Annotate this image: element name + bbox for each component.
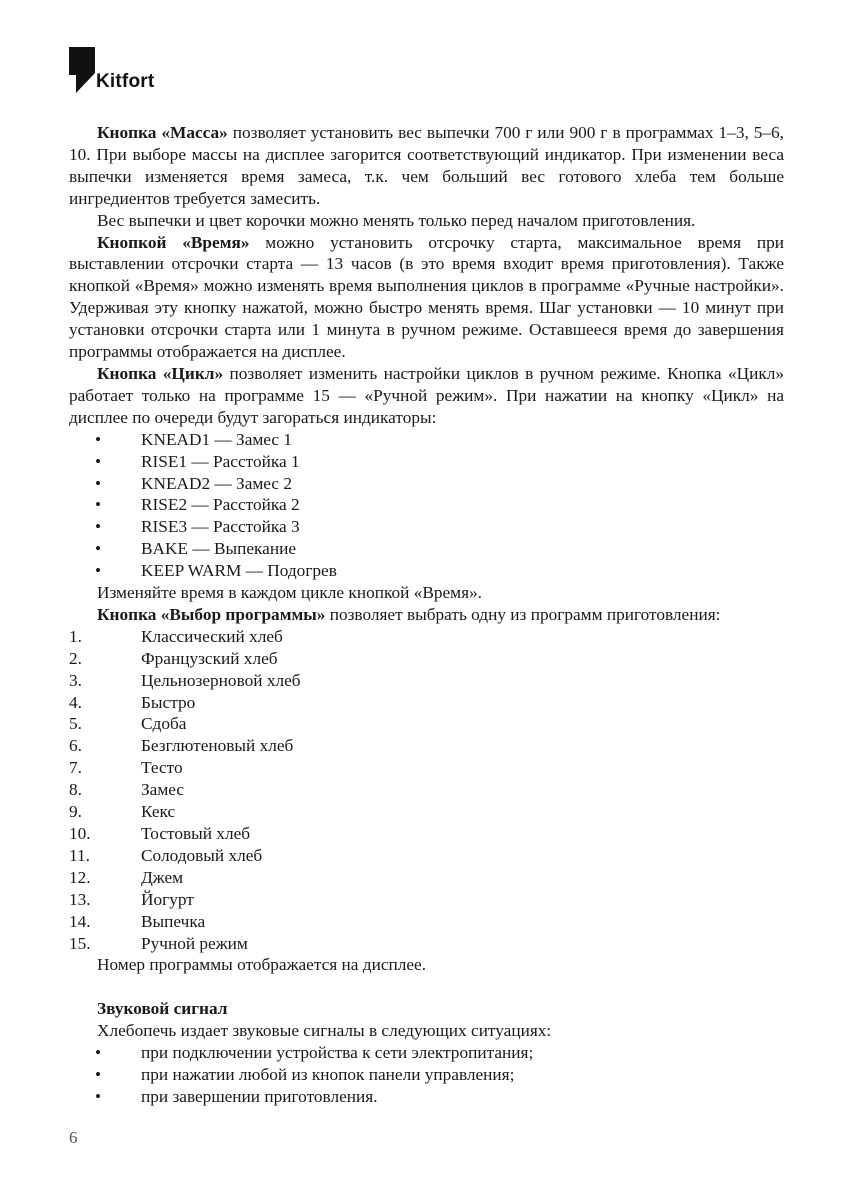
paragraph-sound-intro: Хлебопечь издает звуковые сигналы в следующих ситуациях: (97, 1021, 552, 1041)
bullet-marker: • (95, 517, 102, 537)
cycle-item (69, 429, 784, 451)
program-number: 13. (69, 889, 91, 909)
cycle-item (69, 516, 784, 538)
program-name: Цельнозерновой хлеб (141, 670, 301, 690)
program-number: 15. (69, 933, 91, 953)
program-number: 9. (69, 802, 82, 822)
program-item (69, 626, 784, 648)
program-name: Солодовый хлеб (141, 845, 263, 865)
program-item (69, 889, 784, 911)
program-item (69, 735, 784, 757)
program-name: Французский хлеб (141, 648, 278, 668)
bullet-marker: • (95, 1065, 102, 1085)
program-list (69, 626, 784, 955)
bullet-marker: • (95, 495, 102, 515)
program-number: 1. (69, 626, 82, 646)
program-item (69, 801, 784, 823)
program-item (69, 911, 784, 933)
program-number: 7. (69, 758, 82, 778)
program-name: Сдоба (141, 714, 187, 734)
paragraph-time-button (69, 232, 784, 363)
program-name: Ручной режим (141, 933, 248, 953)
page-content (69, 122, 784, 1108)
program-button-term: Кнопка «Выбор программы» (97, 604, 326, 624)
paragraph-program-button (69, 604, 784, 626)
program-number: 6. (69, 736, 82, 756)
program-item (69, 933, 784, 955)
page-number: 6 (69, 1128, 78, 1147)
cycle-item-text: KEEP WARM — Подогрев (141, 561, 337, 581)
cycle-button-text: позволяет изменить настройки циклов в ручном режиме. Кнопка «Цикл» работает только на программе 15 — «Ручной режим». При нажатии на кнопку «Цикл» на дисплее по очереди будут загораться индикаторы: (69, 363, 784, 427)
program-button-text: позволяет выбрать одну из программ приготовления: (325, 604, 721, 624)
program-item (69, 867, 784, 889)
paragraph-change-time: Изменяйте время в каждом цикле кнопкой «Время». (97, 583, 483, 603)
brand-name: Kitfort (96, 71, 155, 92)
bullet-marker: • (95, 539, 102, 559)
program-item (69, 692, 784, 714)
program-number: 4. (69, 692, 82, 712)
brand-logo (69, 47, 154, 93)
kitfort-logo-icon (69, 47, 95, 93)
program-number: 12. (69, 867, 91, 887)
paragraph-weight-note: Вес выпечки и цвет корочки можно менять только перед началом приготовления. (97, 210, 696, 230)
program-name: Тостовый хлеб (141, 824, 251, 843)
sound-situation-item-text: при нажатии любой из кнопок панели управления; (141, 1065, 515, 1085)
bullet-marker: • (95, 1043, 102, 1063)
program-name: Джем (141, 867, 184, 887)
bullet-marker: • (95, 1086, 102, 1106)
program-number: 3. (69, 670, 82, 690)
program-item (69, 779, 784, 801)
program-number: 8. (69, 780, 82, 800)
cycle-item (69, 494, 784, 516)
sound-situation-item (69, 1086, 784, 1108)
sound-situation-item (69, 1042, 784, 1064)
program-name: Классический хлеб (141, 626, 283, 646)
cycle-item-text: RISE1 — Расстойка 1 (141, 451, 300, 471)
program-item (69, 757, 784, 779)
program-name: Тесто (141, 758, 183, 778)
bullet-marker: • (95, 451, 102, 471)
program-number: 11. (69, 845, 90, 865)
cycle-item (69, 451, 784, 473)
program-number: 14. (69, 911, 91, 931)
cycle-item-text: KNEAD1 — Замес 1 (141, 429, 293, 449)
sound-situation-item-text: при завершении приготовления. (141, 1086, 378, 1106)
program-number: 5. (69, 714, 82, 734)
cycle-item (69, 473, 784, 495)
program-number: 10. (69, 824, 91, 843)
paragraph-cycle-button (69, 363, 784, 429)
program-item (69, 670, 784, 692)
bullet-marker: • (95, 429, 102, 449)
program-item (69, 845, 784, 867)
program-name: Выпечка (141, 911, 206, 931)
program-number: 2. (69, 648, 82, 668)
sound-situation-item-text: при подключении устройства к сети электропитания; (141, 1043, 534, 1063)
mass-button-term: Кнопка «Масса» (97, 123, 228, 142)
program-name: Йогурт (141, 889, 194, 909)
paragraph-mass-button (69, 122, 784, 210)
cycle-item (69, 538, 784, 560)
sound-situation-item (69, 1064, 784, 1086)
cycle-button-term: Кнопка «Цикл» (97, 363, 224, 383)
program-item (69, 648, 784, 670)
paragraph-program-display: Номер программы отображается на дисплее. (97, 955, 427, 975)
program-name: Кекс (141, 802, 176, 822)
cycle-item-text: RISE2 — Расстойка 2 (141, 495, 300, 515)
cycle-item-text: KNEAD2 — Замес 2 (141, 473, 293, 493)
program-name: Быстро (141, 692, 196, 712)
sound-situation-list (69, 1042, 784, 1108)
time-button-term: Кнопкой «Время» (97, 232, 250, 252)
cycle-indicator-list (69, 429, 784, 582)
bullet-marker: • (95, 561, 102, 581)
time-button-text: можно установить отсрочку старта, максимальное время при выставлении отсрочки старта — 13 часов (в это время входит время приготовления). Также кнопкой «Время» можно изменять время выполнения циклов в программе «Ручные настройки». Удерживая эту кнопку нажатой, можно быстро менять время. Шаг установки — 10 минут при установки отсрочки старта или 1 минута в ручном режиме. Оставшееся время до завершения программы отображается на дисплее. (69, 232, 784, 362)
cycle-item-text: BAKE — Выпекание (141, 539, 296, 559)
program-item (69, 713, 784, 735)
section-heading-sound: Звуковой сигнал (97, 999, 228, 1019)
program-name: Безглютеновый хлеб (141, 736, 294, 756)
mass-button-text: позволяет установить вес выпечки 700 г или 900 г в программах 1–3, 5–6, 10. При выборе массы на дисплее загорится соответствующий индикатор. При изменении веса выпечки изменяется время замеса, т.к. чем больший вес готового хлеба тем больше ингредиентов требуется замесить. (69, 123, 784, 208)
bullet-marker: • (95, 473, 102, 493)
cycle-item-text: RISE3 — Расстойка 3 (141, 517, 300, 537)
program-name: Замес (141, 780, 185, 800)
program-item (69, 823, 784, 845)
cycle-item (69, 560, 784, 582)
